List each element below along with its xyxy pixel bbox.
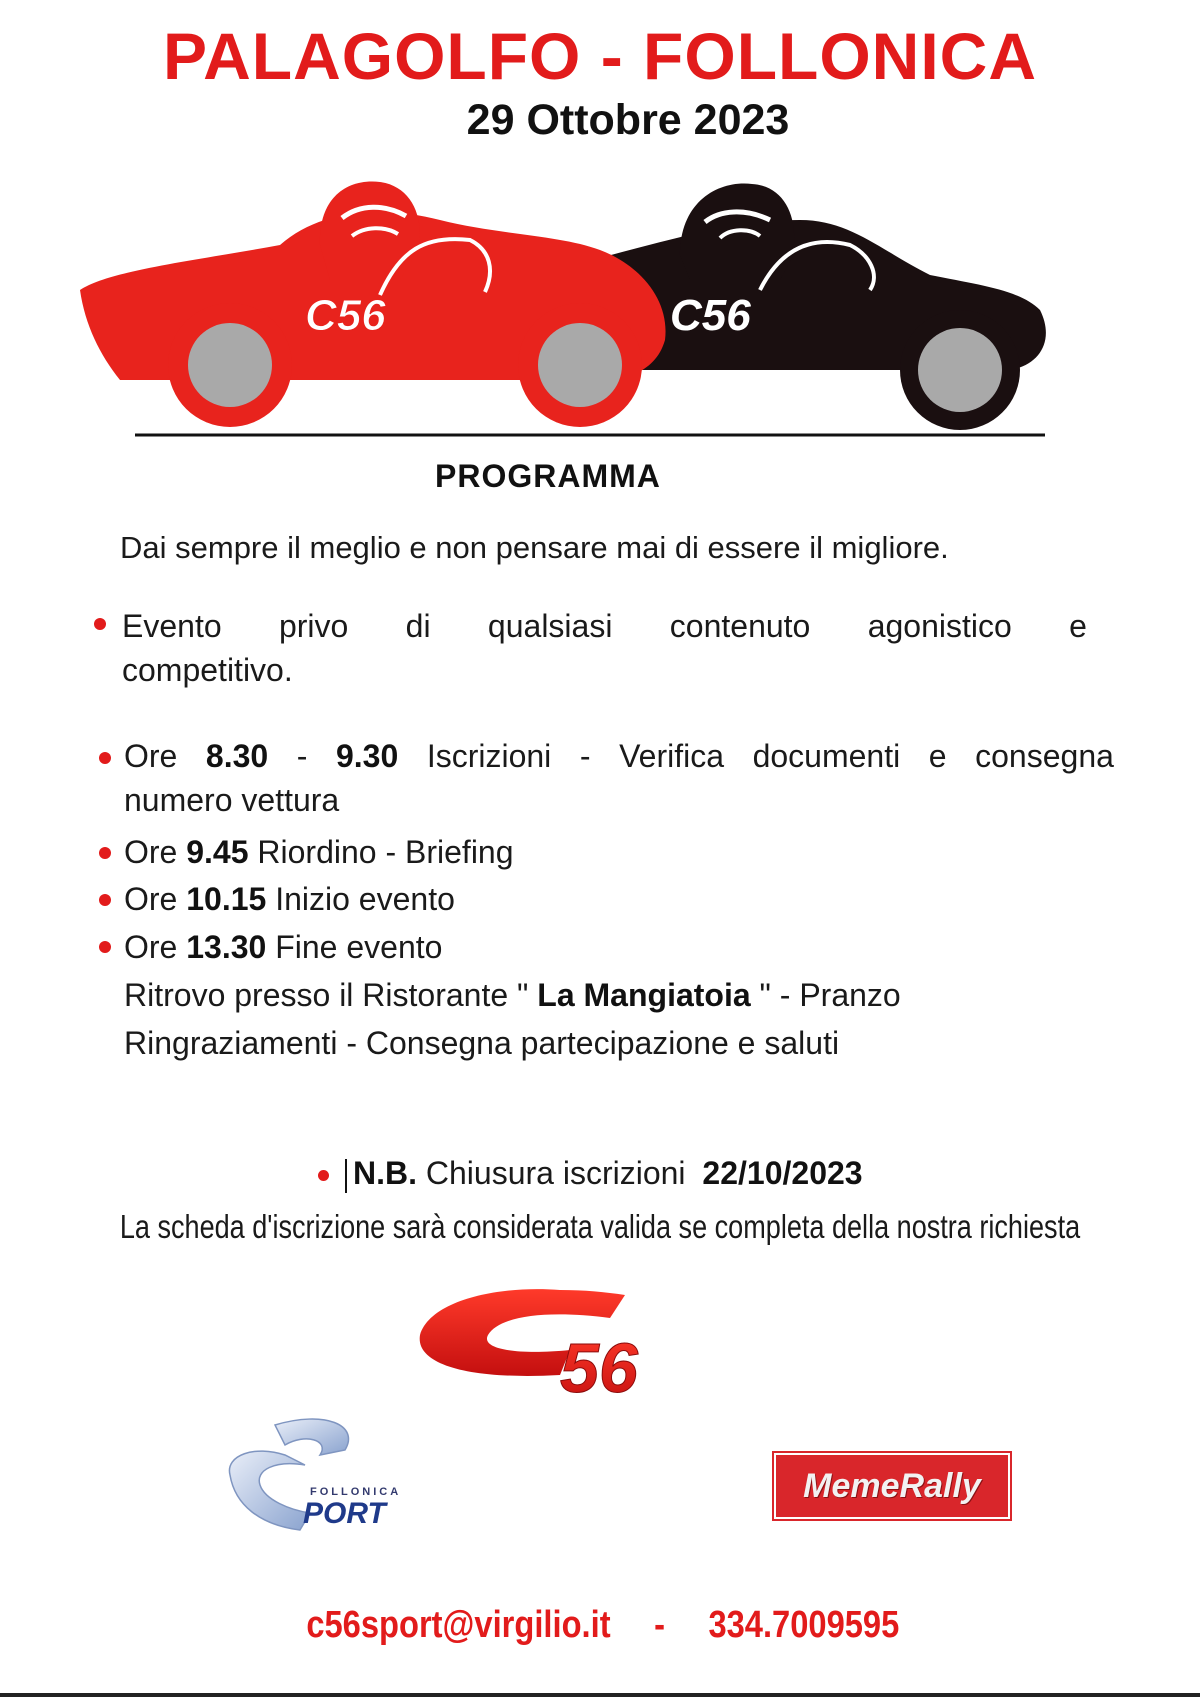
schedule-item-2 — [124, 830, 514, 874]
end-time: 9.30 — [335, 738, 399, 774]
port-label: PORT — [303, 1497, 386, 1530]
evento-line2: competitivo. — [122, 652, 293, 688]
schedule-word: - — [579, 738, 591, 774]
evento-word: contenuto — [669, 608, 811, 644]
evento-word: Evento — [122, 608, 222, 644]
contact-phone[interactable]: 334.7009595 — [708, 1604, 900, 1646]
schedule-text: Riordino - Briefing — [257, 834, 514, 870]
schedule-item-1 — [124, 734, 1114, 822]
event-date: 29 Ottobre 2023 — [466, 96, 790, 144]
follonica-port-logo — [215, 1415, 435, 1535]
scheda-note: La scheda d'iscrizione sarà considerata valida se completa della nostra richiesta — [119, 1208, 1081, 1245]
nb-deadline: 22/10/2023 — [702, 1155, 863, 1191]
time-value: 9.45 — [186, 834, 249, 870]
follonica-label: FOLLONICA — [310, 1486, 402, 1498]
contact-email[interactable]: c56sport@virgilio.it — [306, 1604, 611, 1646]
programma-heading: PROGRAMMA — [435, 458, 661, 494]
schedule-word: e — [928, 738, 947, 774]
bullet-icon — [318, 1170, 329, 1181]
bullet-icon — [99, 941, 111, 953]
event-title: PALAGOLFO - FOLLONICA — [162, 19, 1037, 93]
memerally-label: MemeRally — [803, 1466, 981, 1505]
ritrovo-pre: Ritrovo presso il Ristorante " — [124, 977, 529, 1013]
ore-label: Ore — [124, 881, 178, 917]
nota-line — [345, 1155, 863, 1193]
schedule-word: consegna — [975, 738, 1114, 774]
memerally-logo — [774, 1453, 1010, 1519]
ore-label: Ore — [124, 738, 178, 774]
restaurant-name: La Mangiatoia — [537, 977, 751, 1013]
cars-illustration — [80, 180, 1120, 450]
start-time: 8.30 — [205, 738, 269, 774]
nb-divider — [345, 1159, 347, 1193]
evento-word: agonistico — [867, 608, 1012, 644]
ringraziamenti-line: Ringraziamenti - Consegna partecipazione e saluti — [124, 1025, 840, 1061]
evento-note — [122, 604, 1087, 692]
c56-logo — [410, 1280, 810, 1400]
ore-label: Ore — [124, 834, 178, 870]
schedule-item-3 — [124, 877, 455, 921]
bottom-border — [0, 1693, 1200, 1697]
schedule-item-4 — [124, 925, 442, 969]
evento-word: di — [405, 608, 431, 644]
c56-logo-text: 56 — [560, 1329, 638, 1400]
motto-text: Dai sempre il meglio e non pensare mai di essere il migliore. — [120, 530, 949, 565]
evento-word: privo — [278, 608, 349, 644]
evento-word: e — [1069, 608, 1087, 644]
red-car-badge: C56 — [305, 291, 386, 340]
ritrovo-line — [124, 973, 901, 1017]
evento-word: qualsiasi — [487, 608, 613, 644]
contact-line — [87, 1604, 1119, 1647]
nb-text: Chiusura iscrizioni — [425, 1155, 686, 1191]
time-value: 10.15 — [186, 881, 267, 917]
schedule-item-1-line2: numero vettura — [124, 782, 340, 818]
evento-line1 — [122, 604, 1087, 648]
time-dash: - — [296, 738, 308, 774]
time-value: 13.30 — [186, 929, 267, 965]
schedule-word: documenti — [752, 738, 901, 774]
nb-label: N.B. — [353, 1155, 417, 1191]
ore-label: Ore — [124, 929, 178, 965]
schedule-item-1-line1 — [124, 734, 1114, 778]
ritrovo-post: " - Pranzo — [759, 977, 901, 1013]
bullet-icon — [99, 894, 111, 906]
black-car-badge: C56 — [670, 291, 751, 340]
bullet-icon — [99, 752, 111, 764]
schedule-text: Fine evento — [275, 929, 443, 965]
bullet-icon — [94, 618, 106, 630]
contact-separator: - — [654, 1604, 665, 1646]
bullet-icon — [99, 847, 111, 859]
schedule-text: Inizio evento — [275, 881, 455, 917]
schedule-word: Verifica — [619, 738, 724, 774]
schedule-word: Iscrizioni — [426, 738, 552, 774]
